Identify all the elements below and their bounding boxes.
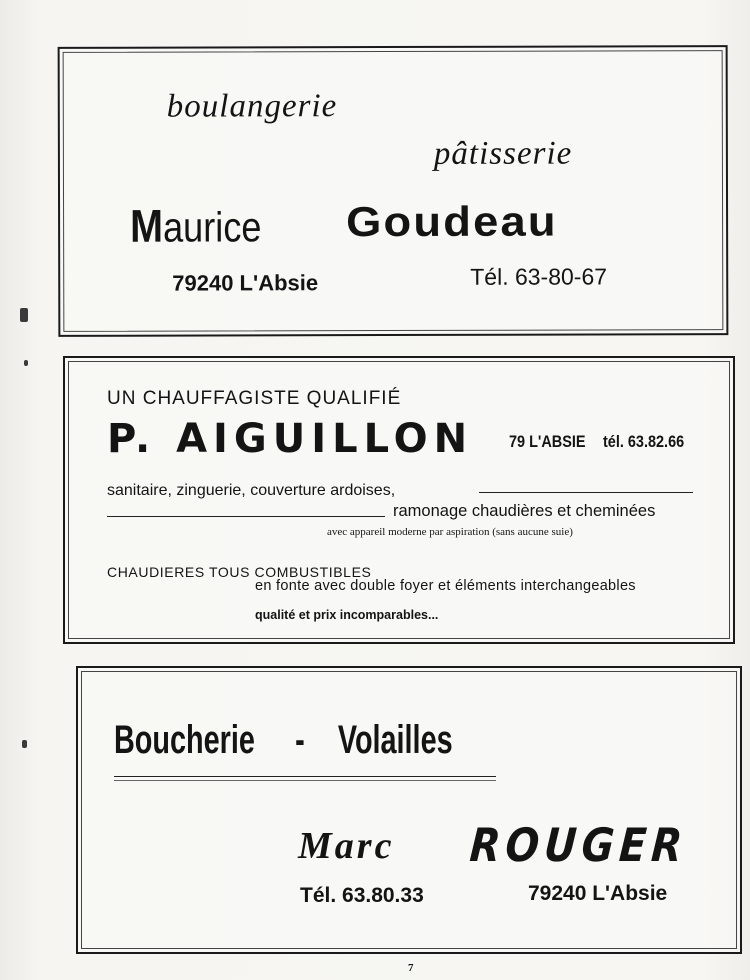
ad-boucherie-title [114, 718, 453, 763]
ad-chauffagiste-chaudieres: CHAUDIERES TOUS COMBUSTIBLES [107, 564, 372, 580]
ad-boulangerie-last-name: Goudeau [346, 197, 558, 246]
page-number: 7 [408, 962, 414, 974]
ad-boulangerie [58, 45, 729, 337]
ad-boucherie [76, 666, 742, 954]
ad-boucherie-owner-first: Marc [298, 825, 395, 867]
ad-boulangerie-first-name [130, 198, 283, 252]
ad-chauffagiste-headline: UN CHAUFFAGISTE QUALIFIÉ [107, 388, 402, 409]
ad-boucherie-title-right: Volailles [337, 718, 453, 762]
divider [479, 492, 693, 493]
ad-chauffagiste-fonte: en fonte avec double foyer et éléments interchangeables [255, 578, 636, 594]
ad-chauffagiste-ramonage: ramonage chaudières et cheminées [393, 502, 656, 520]
divider [114, 776, 496, 777]
ad-chauffagiste-qualite: qualité et prix incomparables... [255, 608, 439, 622]
divider [107, 516, 385, 517]
ad-boucherie-city: 79240 L'Absie [528, 882, 668, 905]
binding-mark [24, 360, 28, 366]
ad-boulangerie-city: 79240 L'Absie [172, 270, 319, 296]
binding-mark [22, 740, 27, 748]
ad-boulangerie-line2: pâtisserie [433, 135, 573, 172]
ad-boulangerie-line1: boulangerie [166, 88, 338, 125]
ad-chauffagiste-name: P. AIGUILLON [107, 416, 474, 462]
ad-boucherie-owner-last: ROUGER [468, 818, 690, 872]
ad-chauffagiste-services: sanitaire, zinguerie, couverture ardoises, [107, 482, 396, 499]
ad-chauffagiste-phone: tél. 63.82.66 [603, 432, 685, 451]
first-name-rest: aurice [162, 203, 262, 251]
first-name-initial: M [130, 199, 164, 252]
ad-boulangerie-phone: Tél. 63-80-67 [470, 263, 608, 290]
ad-chauffagiste [63, 356, 735, 644]
ad-boucherie-title-left: Boucherie [114, 718, 255, 762]
ad-boucherie-title-dash: - [295, 718, 305, 762]
binding-mark [20, 308, 28, 322]
ad-boucherie-phone: Tél. 63.80.33 [300, 884, 424, 907]
ad-chauffagiste-appareil: avec appareil moderne par aspiration (sans aucune suie) [327, 526, 573, 538]
ad-chauffagiste-city: 79 L'ABSIE [509, 432, 586, 451]
divider [114, 780, 496, 781]
